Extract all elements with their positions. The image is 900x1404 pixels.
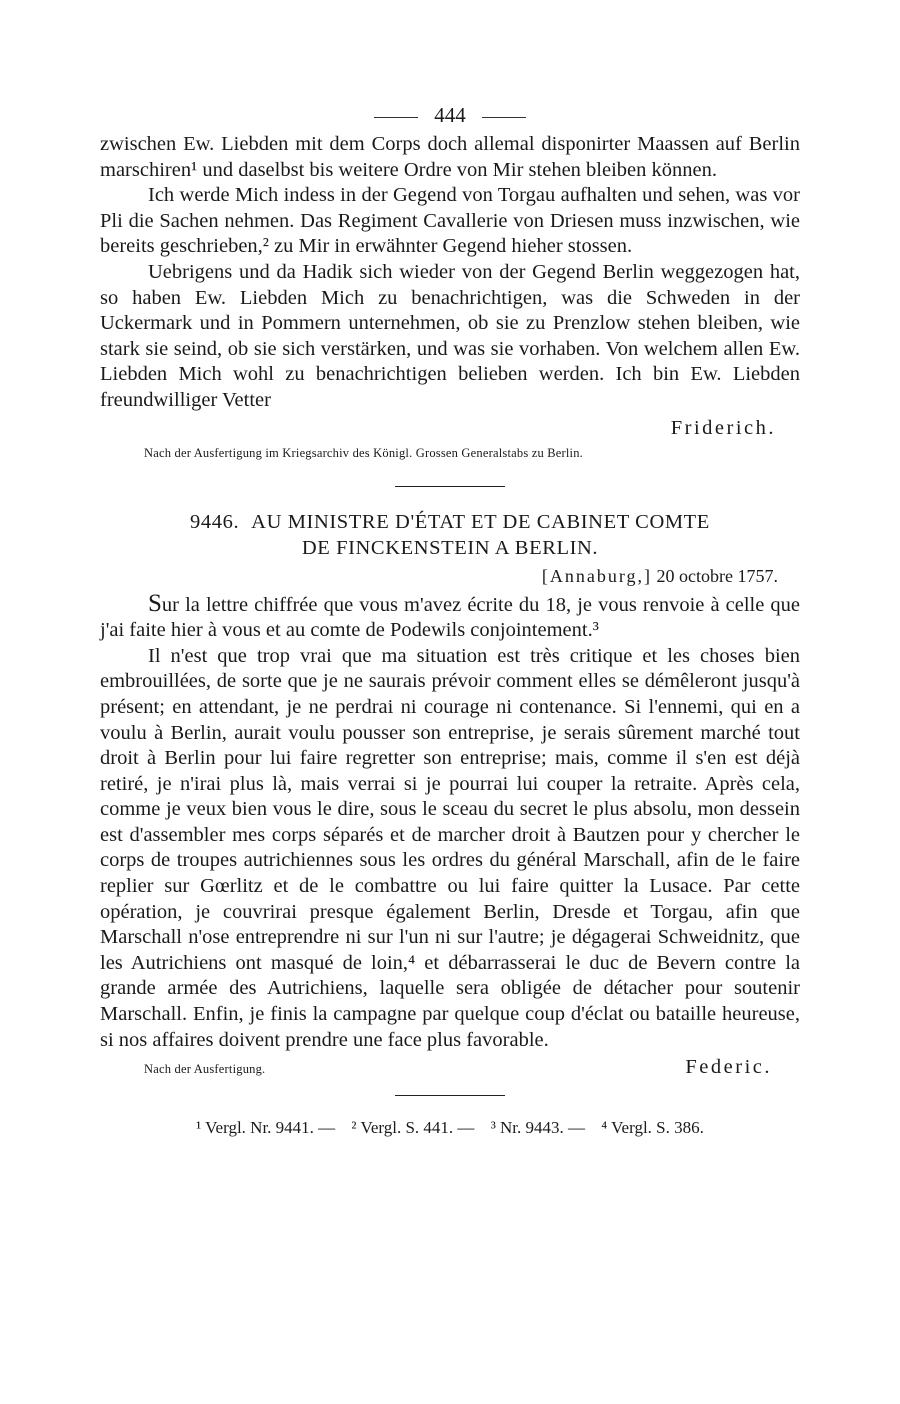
- title-line-2: DE FINCKENSTEIN A BERLIN.: [301, 536, 599, 559]
- letter-1-paragraph: zwischen Ew. Liebden mit dem Corps doch allemal disponirter Maassen auf Berlin marschiren¹ und daselbst bis weitere Ordre von Mir stehen bleiben können.: [100, 133, 800, 181]
- page-number: 444: [434, 103, 466, 127]
- paragraph-text: ur la lettre chiffrée que vous m'avez écrite du 18, je vous renvoie à celle que j'ai faite hier à vous et au comte de Podewils conjointement.³: [100, 593, 800, 642]
- section-divider: [395, 486, 505, 487]
- date-place: [Annaburg,]: [541, 565, 653, 586]
- page-header: [100, 100, 800, 132]
- letter-2-paragraph: Il n'est que trop vrai que ma situation est très critique et les choses bien embrouillées, de sorte que je ne saurais prévoir comment elles se démêleront jusqu'à présent; en attendant, je ne perdrai ni courage ni contenance. Si l'ennemi, qui en a voulu à Berlin, aurait voulu pousser son entreprise, je serais sûrement marché tout droit à Berlin pour lui faire regretter son entreprise; mais, comme il s'en est déjà retiré, je n'irai plus là, mais verrai si je pourrai lui couper la retraite. Après cela, comme je veux bien vous le dire, sous le sceau du secret le plus absolu, mon dessein est d'assembler mes corps séparés et de marcher droit à Bautzen pour y chercher le corps de troupes autrichiennes sous les ordres du général Marschall, afin de le faire replier sur Gœrlitz et de le combattre ou lui faire quitter la Lusace. Par cette opération, je couvrirai presque également Berlin, Dresde et Torgau, afin que Marschall n'ose entreprendre ni sur l'un ni sur l'autre; je dégagerai Schweidnitz, que les Autrichiens ont masqué de loin,⁴ et débarrasserai le duc de Bevern contre la grande armée des Autrichiens, laquelle sera obligée de détacher pour soutenir Marschall. Enfin, je finis la campagne par quelque coup d'éclat ou bataille heureuse, si nos affaires doivent prendre une face plus favorable.: [100, 644, 800, 1051]
- footnote: ⁴ Vergl. S. 386.: [601, 1118, 704, 1138]
- drop-letter: S: [148, 589, 162, 617]
- letter-2: [100, 509, 800, 1082]
- footnote-divider: [395, 1095, 505, 1096]
- title-line-1: AU MINISTRE D'ÉTAT ET DE CABINET COMTE: [251, 510, 710, 533]
- footnote: ³ Nr. 9443. —: [490, 1118, 586, 1138]
- letter-1-source-note: Nach der Ausfertigung im Kriegsarchiv des Königl. Grossen Generalstabs zu Berlin.: [144, 445, 584, 460]
- letter-2-signature: Federic.: [685, 1056, 772, 1079]
- letter-2-title: [100, 509, 800, 561]
- header-dash-left: [374, 117, 418, 118]
- footnote: ¹ Vergl. Nr. 9441. —: [196, 1118, 336, 1138]
- letter-1-paragraph: Ich werde Mich indess in der Gegend von Torgau aufhalten und sehen, was vor Pli die Sachen nehmen. Das Regiment Cavallerie von Driesen muss inzwischen, wie bereits geschrieben,² zu Mir in erwähnter Gegend hieher stossen.: [100, 184, 800, 258]
- letter-1-paragraph: Uebrigens und da Hadik sich wieder von der Gegend Berlin weggezogen hat, so haben Ew. Liebden Mich zu benachrichtigen, was die Schweden in der Uckermark und in Pommern unternehmen, ob sie zu Prenzlow stehen bleiben, wie stark sie seind, ob sie sich verstärken, und was sie vorhaben. Von welchem allen Ew. Liebden Mich wohl zu benachrichtigen belieben werden. Ich bin Ew. Liebden freundwilliger Vetter: [100, 260, 800, 411]
- letter-1-signature: Friderich.: [670, 416, 776, 439]
- footnotes: [100, 1114, 800, 1142]
- document-number: 9446.: [190, 510, 240, 533]
- document-page: [100, 100, 800, 1142]
- letter-2-paragraph: [100, 591, 800, 644]
- dateline: [100, 561, 800, 591]
- closing-row: [100, 1053, 800, 1081]
- date: 20 octobre 1757.: [656, 565, 778, 586]
- header-dash-right: [482, 117, 526, 118]
- letter-2-source-note: Nach der Ausfertigung.: [144, 1062, 266, 1077]
- letter-1: [100, 132, 800, 464]
- footnote: ² Vergl. S. 441. —: [351, 1118, 475, 1138]
